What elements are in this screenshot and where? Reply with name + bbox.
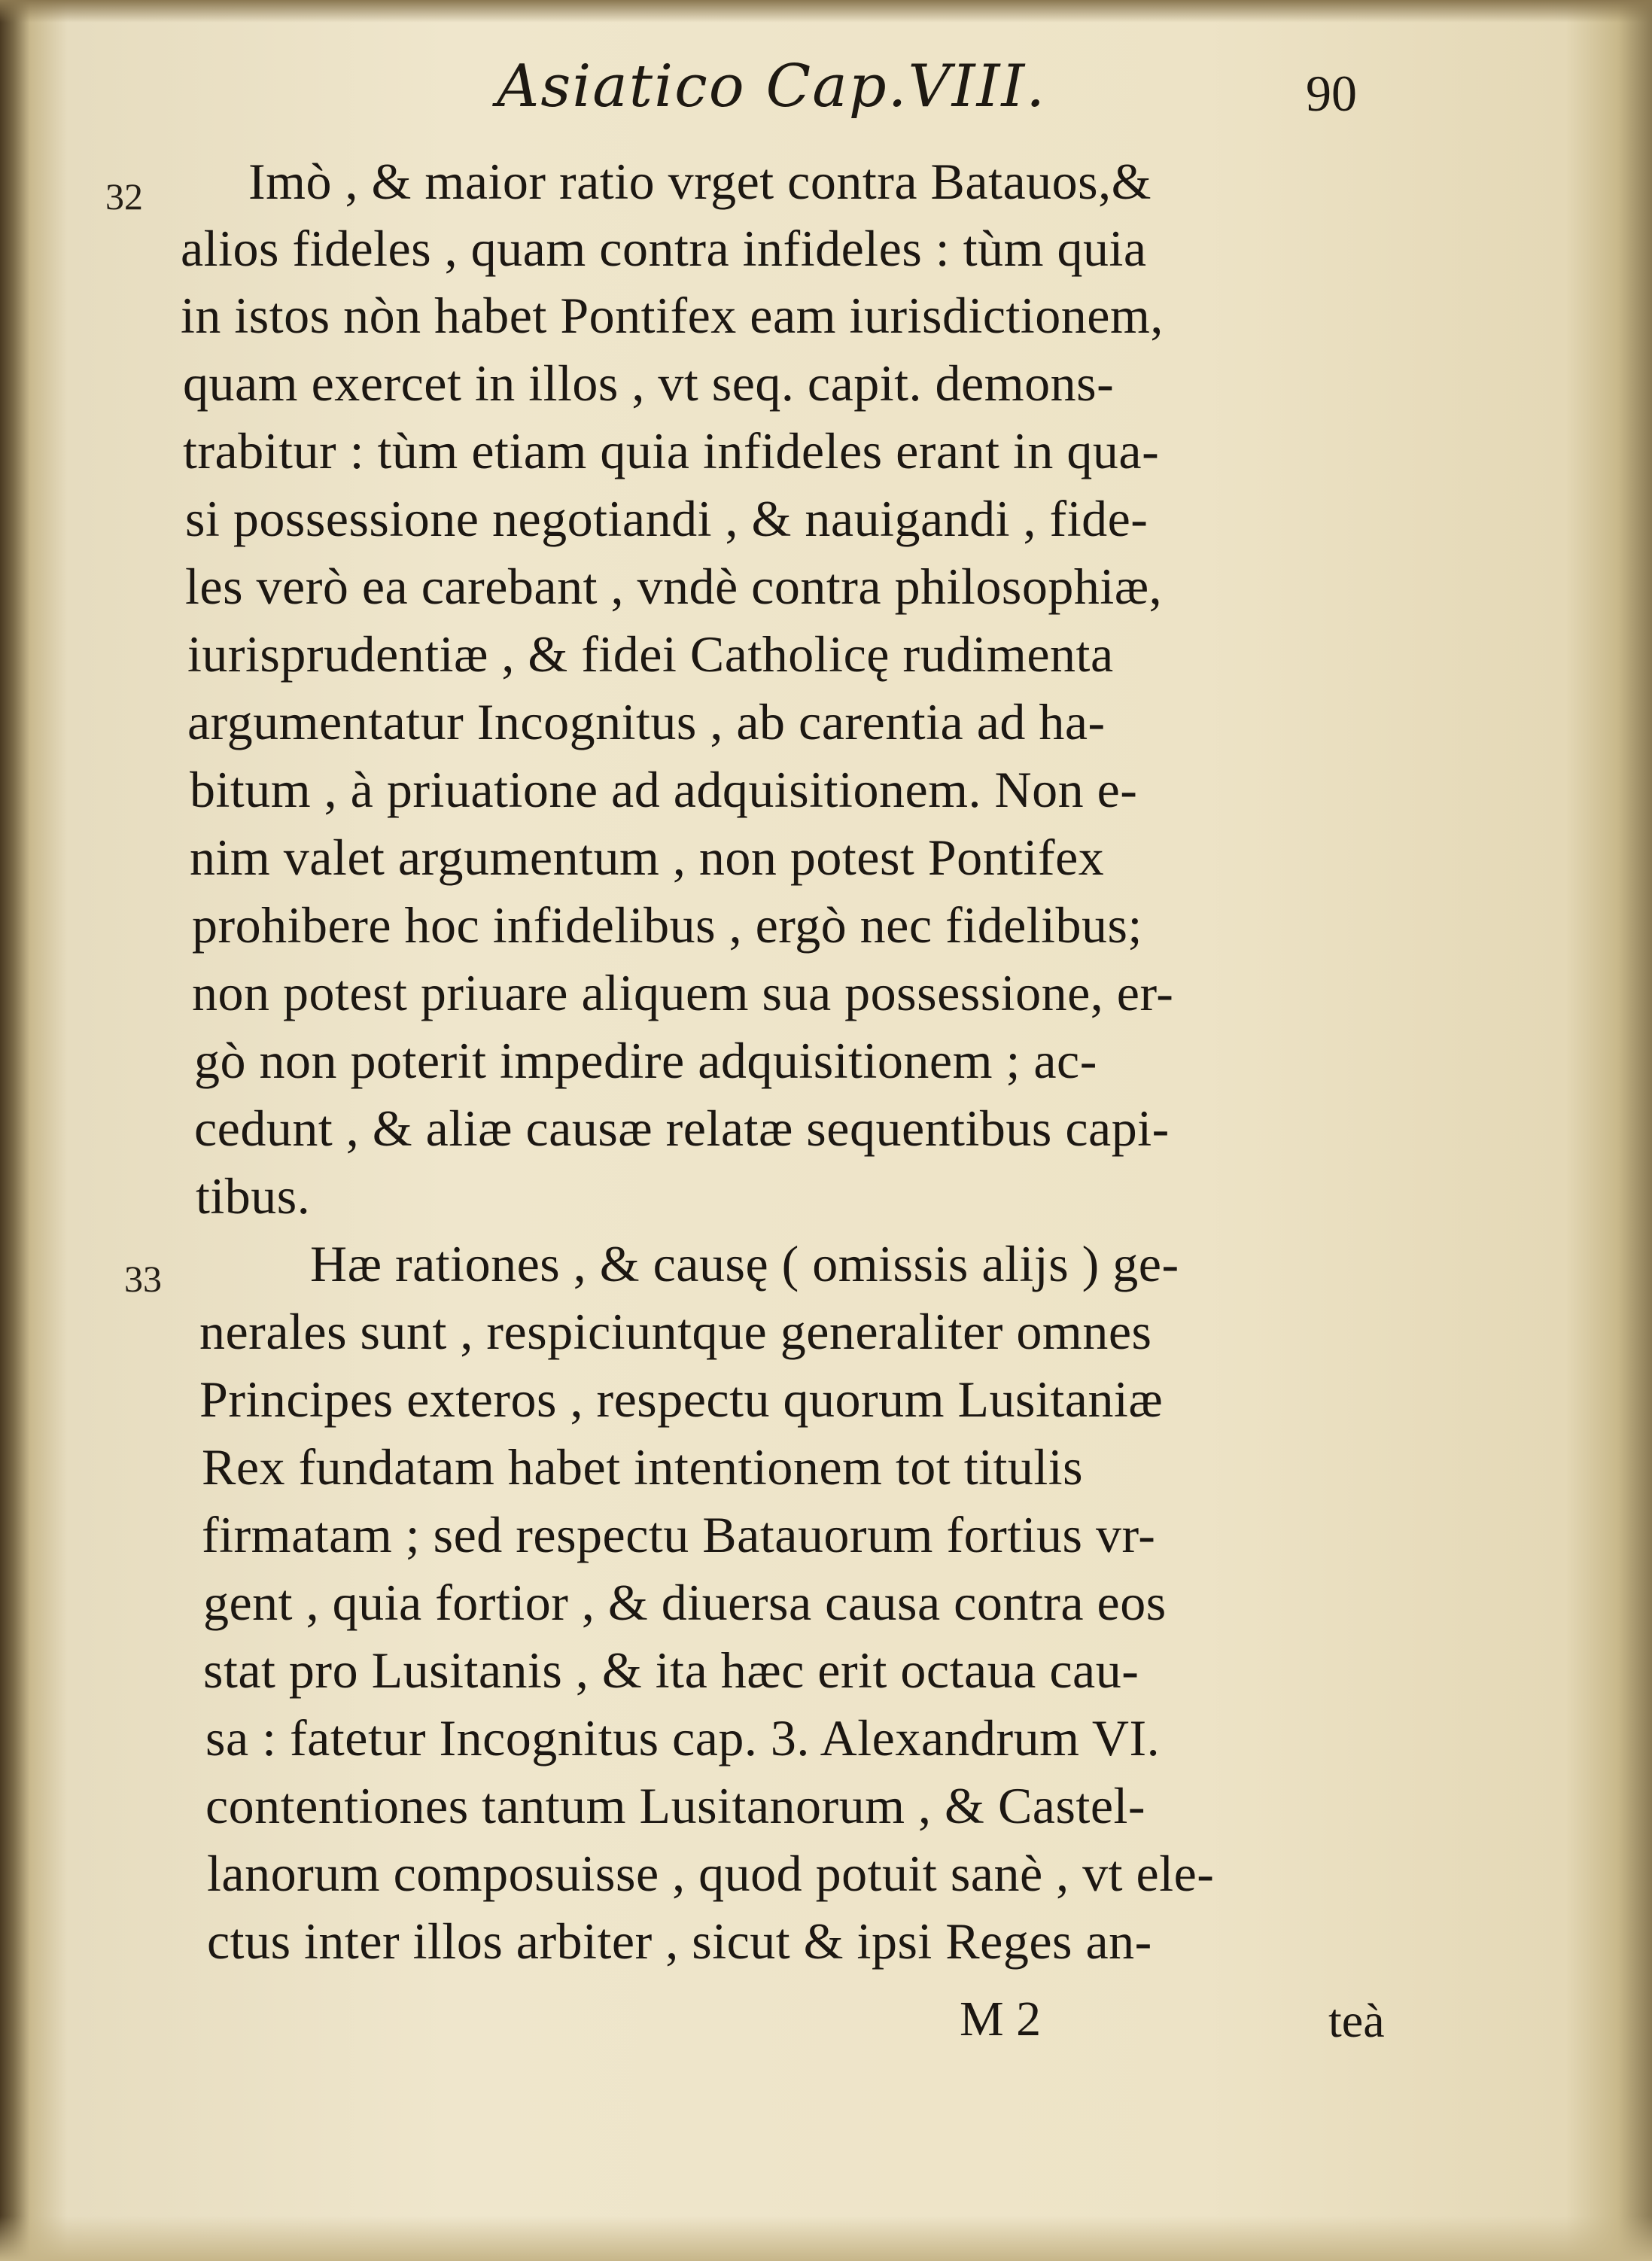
text-line: gent , quia fortior , & diuersa causa contra eos [203,1574,1167,1631]
signature-mark: M 2 [960,1992,1042,2046]
text-line: Rex fundatam habet intentionem tot titulis [202,1438,1084,1496]
text-line: gò non poterit impedire adquisitionem ; ac- [194,1032,1097,1089]
margin-number: 32 [105,175,143,218]
text-line: alios fideles , quam contra infideles : tùm quia [181,220,1147,277]
text-line: firmatam ; sed respectu Batauorum fortius vr- [202,1506,1156,1563]
text-line: Imò , & maior ratio vrget contra Batauos,& [248,153,1152,210]
text-line: les verò ea carebant , vndè contra philosophiæ, [185,558,1163,615]
text-line: ctus inter illos arbiter , sicut & ipsi Reges an- [207,1913,1152,1970]
margin-number: 33 [124,1258,162,1300]
text-line: lanorum composuisse , quod potuit sanè , vt ele- [207,1845,1215,1902]
text-line: stat pro Lusitanis , & ita hæc erit octaua cau- [203,1642,1139,1699]
text-line: bitum , à priuatione ad adquisitionem. Non e- [190,761,1138,818]
catchword: teà [1328,1994,1385,2047]
text-line: si possessione negotiandi , & nauigandi , fide- [185,490,1148,547]
text-line: tibus. [196,1167,311,1225]
running-title: Asiatico Cap.VIII. [497,53,1047,120]
text-line: in istos nòn habet Pontifex eam iurisdictionem, [181,287,1164,344]
text-line: non potest priuare aliquem sua possessione, er- [192,964,1174,1021]
page-edge-shadow-bottom [0,2216,1652,2261]
text-line: Principes exteros , respectu quorum Lusitaniæ [199,1371,1164,1428]
page-edge-shadow [0,0,1652,23]
text-line: iurisprudentiæ , & fidei Catholicę rudimenta [187,625,1114,683]
text-line: cedunt , & aliæ causæ relatæ sequentibus capi- [194,1100,1170,1157]
text-line: argumentatur Incognitus , ab carentia ad ha- [187,693,1106,750]
text-line: Hæ rationes , & causę ( omissis alijs ) ge- [310,1235,1179,1292]
text-line: contentiones tantum Lusitanorum , & Castel- [205,1777,1146,1834]
page-number: 90 [1306,65,1357,122]
text-line: quam exercet in illos , vt seq. capit. demons- [183,355,1115,412]
text-line: prohibere hoc infidelibus , ergò nec fidelibus; [192,896,1142,954]
text-line: nim valet argumentum , non potest Pontifex [190,829,1105,886]
text-line: nerales sunt , respiciuntque generaliter omnes [199,1303,1152,1360]
text-line: sa : fatetur Incognitus cap. 3. Alexandrum VI. [205,1709,1161,1767]
text-line: trabitur : tùm etiam quia infideles erant in qua- [183,422,1160,479]
